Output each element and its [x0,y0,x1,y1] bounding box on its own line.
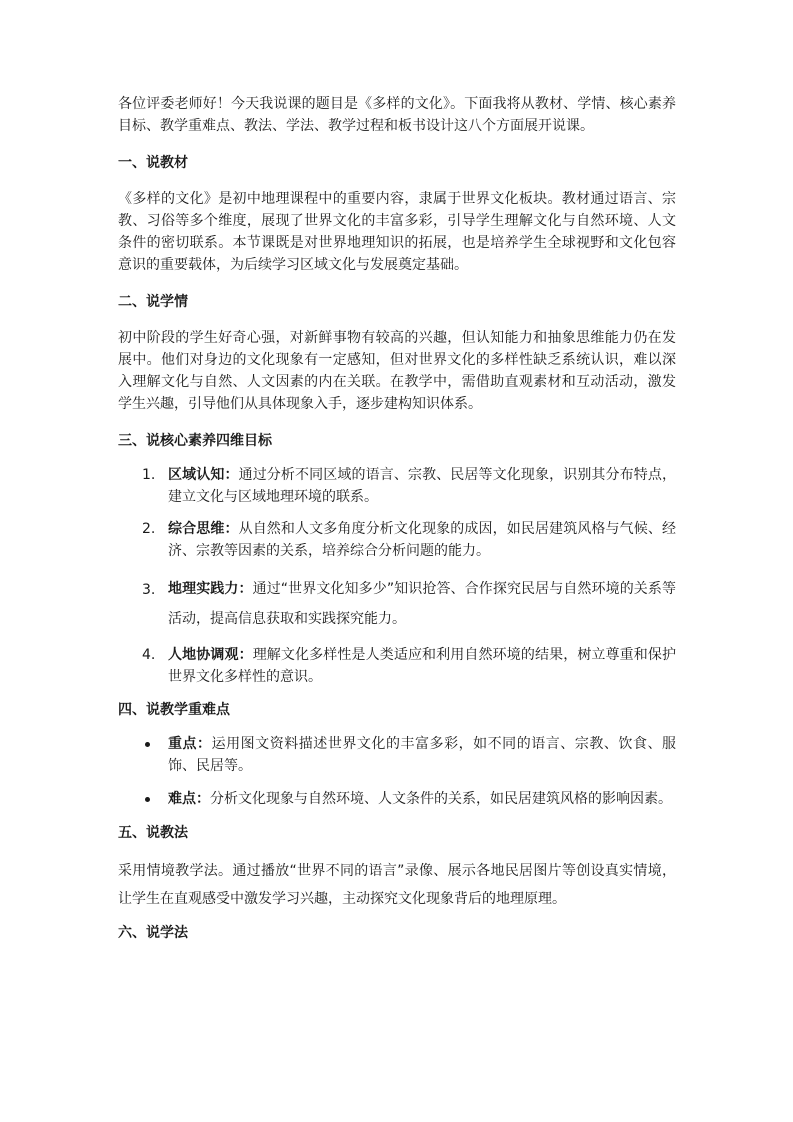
list-number: 3. [142,582,156,598]
section-body-textbook: 《多样的文化》是初中地理课程中的重要内容，隶属于世界文化板块。教材通过语言、宗教、习俗等多个维度，展现了世界文化的丰富多彩，引导学生理解文化与自然环境、人文条件的密切联系。本节课既是对世界地理知识的拓展，也是培养学生全球视野和文化包容意识的重要载体，为后续学习区域文化与发展奠定基础。 [118,191,676,273]
objective-term: 人地协调观： [168,647,253,663]
objective-term: 地理实践力： [168,581,253,597]
list-item [118,733,676,777]
section-body-students: 初中阶段的学生好奇心强，对新鲜事物有较高的兴趣，但认知能力和抽象思维能力仍在发展中。他们对身边的文化现象有一定感知，但对世界文化的多样性缺乏系统认识，难以深入理解文化与自然、人文因素的内在关联。在教学中，需借助直观素材和互动活动，激发学生兴趣，引导他们从具体现象入手，逐步建构知识体系。 [118,330,676,412]
list-number: 4. [142,647,156,663]
section-heading-teaching-method: 五、说教法 [118,825,188,841]
bullet-icon [145,742,150,747]
section-heading-textbook: 一、说教材 [118,155,188,171]
objective-text: 理解文化多样性是人类适应和利用自然环境的结果，树立尊重和保护世界文化多样性的意识。 [168,647,677,685]
key-point-term: 难点： [168,791,210,807]
bullet-icon [145,797,150,802]
objective-text: 通过“世界文化知多少”知识抢答、合作探究民居与自然环境的关系等活动，提高信息获取和实践探究能力。 [168,581,677,627]
list-item [118,574,676,634]
objective-term: 综合思维： [168,521,239,537]
section-heading-key-points: 四、说教学重难点 [118,702,230,718]
section-heading-students: 二、说学情 [118,294,188,310]
list-item [118,464,676,508]
key-point-term: 重点： [168,736,212,752]
document-body [118,93,676,944]
list-item [118,788,676,810]
objective-term: 区域认知： [168,467,239,483]
section-heading-learning-method: 六、说学法 [118,925,188,941]
list-item [118,518,676,562]
key-points-list [118,733,676,810]
objective-text: 通过分析不同区域的语言、宗教、民居等文化现象，识别其分布特点，建立文化与区域地理环境的联系。 [168,467,677,505]
section-heading-objectives: 三、说核心素养四维目标 [118,433,272,449]
section-body-teaching-method: 采用情境教学法。通过播放“世界不同的语言”录像、展示各地民居图片等创设真实情境，让学生在直观感受中激发学习兴趣，主动探究文化现象背后的地理原理。 [118,863,676,907]
key-point-text: 分析文化现象与自然环境、人文条件的关系，如民居建筑风格的影响因素。 [210,791,672,807]
objective-text: 从自然和人文多角度分析文化现象的成因，如民居建筑风格与气候、经济、宗教等因素的关系，培养综合分析问题的能力。 [168,521,677,559]
key-point-text: 运用图文资料描述世界文化的丰富多彩，如不同的语言、宗教、饮食、服饰、民居等。 [168,736,677,774]
objectives-list [118,464,676,688]
intro-paragraph: 各位评委老师好！今天我说课的题目是《多样的文化》。下面我将从教材、学情、核心素养目标、教学重难点、教法、学法、教学过程和板书设计这八个方面展开说课。 [118,96,676,134]
list-number: 2. [142,521,156,537]
list-item [118,644,676,688]
list-number: 1. [142,467,156,483]
